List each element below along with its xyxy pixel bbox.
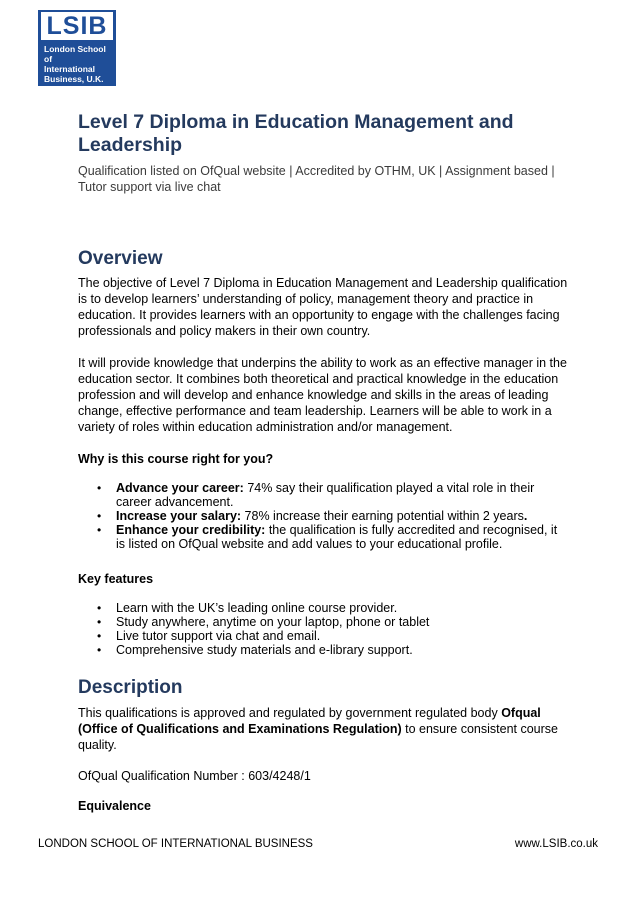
lsib-logo: [38, 10, 116, 86]
features-list: [78, 601, 568, 657]
overview-paragraph: It will provide knowledge that underpins the ability to work as an effective manager in the education sector. It combines both theoretical and practical knowledge in the education profession and will develop and enhance knowledge and skills in the areas of leading change, effective performance and team leadership. Learners will be able to work in a variety of roles within education administration and/or management.: [78, 356, 567, 434]
why-heading: Why is this course right for you?: [78, 452, 274, 466]
list-item: [116, 509, 568, 523]
benefit-label: Enhance your credibility:: [116, 523, 266, 537]
description-regulator: Ofqual (Office of Qualifications and Examinations Regulation): [78, 706, 541, 736]
description-text-end: to ensure consistent course quality.: [78, 722, 558, 752]
footer-website-link[interactable]: www.LSIB.co.uk: [514, 838, 598, 850]
list-item: [116, 481, 568, 509]
document-subtitle: Qualification listed on OfQual website | Accredited by OTHM, UK | Assignment based | Tutor support via live chat: [78, 164, 555, 194]
overview-section: [78, 248, 568, 657]
logo-wordmark: LSIB: [41, 12, 113, 40]
benefit-text: the qualification is fully accredited and recognised, it is listed on OfQual website and add values to your educational profile.: [116, 523, 558, 551]
footer-organisation: LONDON SCHOOL OF INTERNATIONAL BUSINESS: [38, 838, 313, 850]
benefit-tail: .: [523, 509, 528, 523]
document-title: Level 7 Diploma in Education Management and Leadership: [78, 111, 514, 156]
description-paragraph: [78, 705, 568, 753]
overview-paragraph: The objective of Level 7 Diploma in Education Management and Leadership qualification is to develop learners’ understanding of policy, management theory and practice in education. It provides learners with an opportunity to engage with the challenges facing professionals and policy makers in their own country.: [78, 276, 568, 338]
key-features-heading: Key features: [78, 572, 154, 586]
benefits-list: [78, 481, 568, 551]
benefit-text: 78% increase their earning potential within 2 years: [241, 509, 524, 523]
list-item: [116, 523, 568, 551]
description-section: [78, 677, 568, 814]
list-item: • Live tutor support via chat and email.: [116, 629, 568, 643]
benefit-label: Advance your career:: [116, 481, 244, 495]
logo-line: International: [44, 64, 96, 74]
overview-heading: Overview: [78, 248, 163, 269]
description-heading: Description: [78, 677, 183, 698]
description-text: This qualifications is approved and regulated by government regulated body: [78, 706, 502, 720]
logo-line: Business, U.K.: [44, 74, 104, 84]
list-item: • Comprehensive study materials and e-library support.: [116, 643, 568, 657]
document-body: [78, 111, 568, 814]
equivalence-heading: Equivalence: [78, 799, 151, 813]
list-item: • Study anywhere, anytime on your laptop, phone or tablet: [116, 615, 568, 629]
qualification-number: OfQual Qualification Number : 603/4248/1: [78, 769, 311, 783]
benefit-label: Increase your salary:: [116, 509, 242, 523]
logo-line: London School of: [44, 44, 106, 64]
list-item: • Learn with the UK’s leading online course provider.: [116, 601, 568, 615]
logo-subtitle: [44, 44, 114, 84]
benefit-text: 74% say their qualification played a vital role in their career advancement.: [116, 481, 535, 509]
